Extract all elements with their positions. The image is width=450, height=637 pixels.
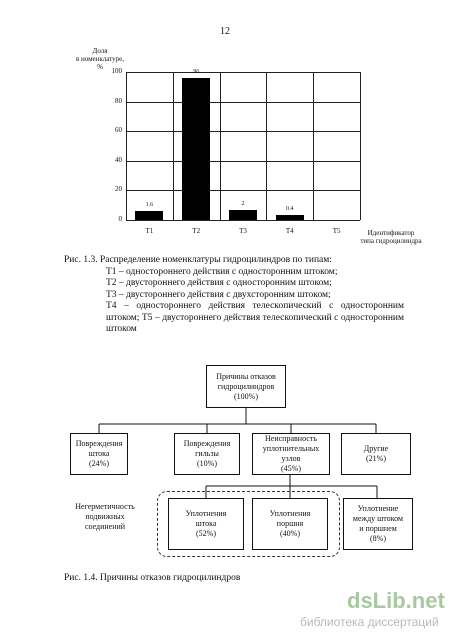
failure-diagram [0, 360, 450, 570]
bar-value-label: 1.6 [145, 202, 154, 209]
x-axis-label-line: типа гидроцилиндра [360, 237, 422, 245]
box-line: (10%) [197, 459, 217, 468]
bar-value-label: 0.4 [286, 205, 294, 212]
y-tick-label: 40 [115, 155, 122, 164]
seal-fault-box [252, 433, 330, 475]
figure-caption-2: Рис. 1.4. Причины отказов гидроцилиндров [64, 573, 241, 583]
page-number: 12 [220, 26, 230, 37]
y-axis-label-line: Доля [92, 47, 108, 55]
bar [182, 78, 210, 220]
x-axis-label [346, 229, 436, 245]
bar-value-label: 2 [241, 200, 245, 207]
y-axis-label-line: % [97, 63, 103, 71]
box-line: (52%) [196, 529, 216, 538]
bar-value-label: 96 [193, 68, 200, 75]
box-line: (21%) [366, 454, 386, 463]
figure-caption-1 [64, 255, 404, 336]
bar [276, 215, 304, 220]
gridline [126, 190, 360, 191]
y-tick-label: 20 [115, 185, 122, 194]
sleeve-damage-box [174, 433, 240, 475]
bar-chart [0, 0, 450, 250]
box-line: Уплотнения [269, 509, 311, 518]
box-line: уплотнительных [262, 444, 320, 453]
box-line: (8%) [370, 534, 386, 543]
plot-border [173, 72, 174, 220]
root-cause-box [206, 365, 286, 408]
box-line: поршня [276, 519, 304, 528]
bar [229, 210, 257, 220]
box-line: (45%) [281, 464, 301, 473]
gridline [126, 72, 360, 73]
plot-border [313, 72, 314, 220]
rod-seal-box [168, 498, 244, 550]
y-tick-label: 100 [111, 67, 122, 75]
box-line: (24%) [89, 459, 109, 468]
gridline [126, 102, 360, 103]
box-line: гильзы [195, 449, 219, 458]
plot-border [360, 72, 361, 220]
caption-line: T1 – одностороннего действия с односторонним штоком; [106, 266, 338, 277]
watermark-brand: dsLib.net [347, 588, 445, 613]
box-line: штока [88, 449, 110, 458]
gridline [126, 161, 360, 162]
y-tick-label: 60 [115, 126, 122, 135]
box-line: (100%) [234, 391, 258, 401]
x-tick-label: T2 [192, 227, 201, 235]
watermark-tagline: библиотека диссертаций [300, 615, 439, 629]
caption-line: T3 – двустороннего действия с двухсторонним штоком; [106, 289, 331, 300]
y-axis-label-line: в номенклатуре, [75, 55, 125, 63]
between-seal-box [343, 498, 413, 550]
gridline [126, 220, 360, 221]
caption-line: T2 – двустороннего действия с односторонним штоком; [106, 278, 332, 288]
label-line: Негерметичность [75, 502, 135, 511]
box-line: Повреждения [75, 439, 123, 448]
gridline [126, 131, 360, 132]
y-tick-label: 0 [118, 215, 122, 223]
plot-border [220, 72, 221, 220]
x-tick-label: T4 [285, 227, 294, 235]
leak-label [60, 502, 150, 532]
caption-title: Рис. 1.3. Распределение номенклатуры гидроцилиндров по типам: [64, 255, 332, 265]
rod-damage-box [70, 433, 128, 475]
label-line: подвижных [85, 512, 125, 521]
box-line: Другие [363, 444, 389, 453]
label-line: соединений [84, 522, 126, 531]
box-line: и поршнем [359, 524, 397, 533]
box-line: Уплотнение [357, 504, 399, 513]
x-tick-label: T5 [332, 227, 341, 235]
plot-border [126, 72, 127, 220]
x-tick-label: T1 [145, 227, 154, 235]
y-tick-label: 80 [115, 96, 122, 105]
box-line: гидроцилиндров [217, 381, 275, 391]
box-line: между штоком [352, 514, 404, 523]
caption-line: T4 – одностороннего действия телескопический с односторонним штоком; T5 – двустороннего действия телескопический с односторонним штоком [106, 301, 404, 334]
plot-border [266, 72, 267, 220]
box-line: Уплотнения [185, 509, 227, 518]
other-causes-box [341, 433, 411, 475]
box-line: Повреждения [183, 439, 231, 448]
x-axis-label-line: Идентификатор [367, 229, 415, 237]
piston-seal-box [252, 498, 328, 550]
box-line: (40%) [280, 529, 300, 538]
box-line: Причины отказов [216, 371, 276, 381]
bar [135, 211, 163, 220]
box-line: штока [195, 519, 217, 528]
box-line: узлов [281, 454, 301, 463]
box-line: Неисправность [265, 434, 317, 443]
x-tick-label: T3 [239, 227, 247, 235]
